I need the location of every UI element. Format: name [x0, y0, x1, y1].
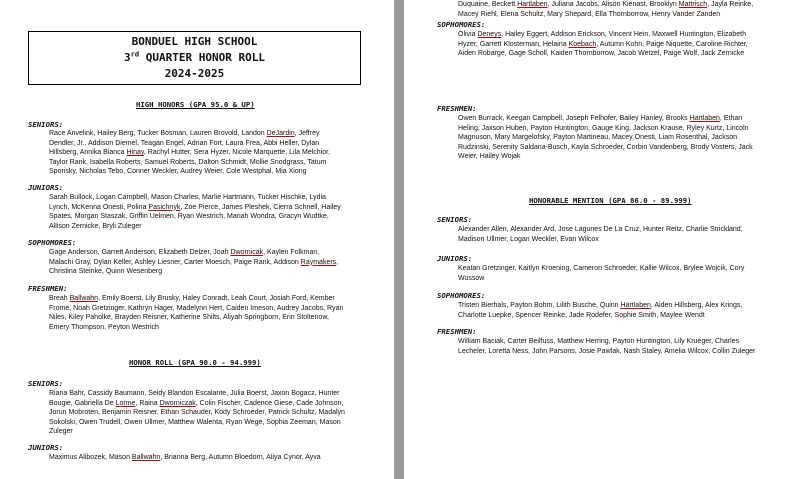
- school-year: 2024-2025: [164, 67, 225, 80]
- hm-freshmen-label: FRESHMEN:: [437, 327, 477, 336]
- name-line: Macey Riehl, Elena Schultz, Mary Shepard, Ella Thornborrow, Henry Vander Zanden: [458, 10, 721, 18]
- name-line: Charlotte Luepke, Spencer Reinke, Jade Rodefer, Sophie Smith, Maylee Wendt: [458, 311, 705, 319]
- name-line: Gage Anderson, Garrett Anderson, Elizabeth Delzer, Joah Dwornicak, Kaylen Folkman,: [49, 249, 320, 256]
- name-line: Jorun Mobroten, Benjamin Reisner, Ethan Schauder, Kody Schroeder, Patrick Schultz, Madalyn: [49, 409, 345, 416]
- name-line: Zuleger: [49, 428, 73, 435]
- name-line: William Baciak, Carter Beilfuss, Matthew Herring, Payton Huntington, Lily Krueger, Charles: [458, 338, 740, 345]
- hm-sophomores-names: [458, 301, 742, 320]
- name-line: Niles, Kiley Paholke, Brayden Reisner, Katherine Shilts, Aliyah Springborn, Erin Stoltenow,: [49, 314, 329, 321]
- name-line: Allison Zernicke, Bryli Zuleger: [49, 222, 142, 230]
- name-line: Madison Ullmer, Logan Weckler, Evan Wilcox: [458, 235, 599, 243]
- name-line: Duquaine, Beckett Hartlaben, Juliana Jacobs, Alison Kienast, Brooklyn Mattrisch, Jayla Reinke,: [458, 1, 754, 8]
- name-line: Dendler, Jr., Addison Diemel, Teagan Engel, Adrian Fort, Laura Frea, Abbi Heller, Dylan: [49, 139, 320, 147]
- name-line: Spates, Morgan Staszak, Griffin Uelmen, Ryan Westrich, Mariah Wondra, Gracyn Wudtke,: [49, 213, 329, 220]
- hh-sophomores-names: [49, 248, 338, 277]
- name-line: Magnuson, Mary Margelofsky, Payton Martineau, Macey Onesti, Liam Rosenthal, Jackson: [458, 134, 738, 141]
- hr-sophomores-names: [458, 30, 748, 59]
- title-box: [28, 31, 361, 85]
- hm-seniors-label: SENIORS:: [437, 215, 473, 224]
- name-line: Lecheler, Loretta Ness, John Parsons, Josie Pawlak, Nash Staley, Amelia Wilcox, Collin Zuleger: [458, 347, 756, 355]
- hr-sophomores-label: SOPHOMORES:: [437, 20, 486, 29]
- hm-juniors-label: JUNIORS:: [437, 254, 473, 263]
- name-line: Frome, Noah Gretzinger, Kathryn Hager, Madelynn Hert, Caiden Imeson, Audrey Jacobs, Ryan: [49, 304, 344, 312]
- name-line: Taylor Rank, Isabella Roberts, Samuel Roberts, Dalton Schmidt, Mollie Snodgrass, Tatum: [49, 158, 327, 166]
- name-line: Aiden Robarge, Gage Scholl, Kaiden Thornborrow, Jacob Wetzel, Paige Wolf, Jack Zernicke: [458, 50, 745, 57]
- school-name: BONDUEL HIGH SCHOOL: [131, 35, 258, 48]
- hh-seniors-label: SENIORS:: [28, 120, 64, 129]
- quarter-suffix: rd: [130, 50, 140, 59]
- name-line: Sporisky, Nicholas Tebo, Conner Weckler, Audrey Weier, Cole Westphal, Mia Xiong: [49, 168, 307, 175]
- name-line: Keatan Gretzinger, Kaitlyn Kroening, Cameron Schroeder, Kallie Wilcox, Brylee Wojcik, Cory: [458, 265, 745, 272]
- document-page-right: [404, 0, 800, 479]
- hr-freshmen-label: FRESHMEN:: [437, 104, 477, 113]
- quarter-number: 3: [124, 51, 131, 64]
- name-line: Hyzer, Garrett Klosterman, Helaina Koebach, Autumn Kohn, Paige Niquette, Caroline Richter,: [458, 40, 748, 48]
- name-line: Rudzinski, Serenity Saldana-Busch, Kayla Schroeder, Corbin Vandenberg, Brody Vosters, Jack: [458, 143, 753, 151]
- document-page-left: [0, 0, 394, 479]
- name-line: Wussow: [458, 274, 485, 282]
- name-line: Race Anvelink, Hailey Berg, Tucker Bosman, Lauren Brovold, Landon DeJardin, Jeffrey: [49, 130, 320, 137]
- high-honors-heading: HIGH HONORS (GPA 95.0 & UP): [136, 100, 255, 109]
- name-line: Malachi Gray, Dylan Keller, Ashley Liesner, Carter Moesch, Paige Rank, Addison Raymakers,: [49, 258, 339, 266]
- hr-seniors-label: SENIORS:: [28, 379, 64, 388]
- name-line: Breah Ballwahn, Emily Boerst, Lily Brusky, Haley Conradt, Leah Court, Josiah Ford, Kember: [49, 295, 335, 302]
- name-line: Olivia Deneys, Hailey Eggert, Addison Erickson, Vincent Hein, Maxwell Huntington, Elizabeth: [458, 31, 746, 38]
- hh-juniors-names: [49, 193, 341, 231]
- name-line: Sokolski, Owen Trudell, Owen Ullmer, Matthew Walenta, Ryan Wege, Sophia Zeeman, Mason: [49, 418, 341, 426]
- honorable-mention-heading: HONORABLE MENTION (GPA 86.0 - 89.999): [529, 196, 692, 205]
- name-line: Sarah Bullock, Logan Campbell, Mason Charles, Marlie Hartmann, Tucker Hischke, Lydia: [49, 194, 326, 201]
- name-line: Emery Thompson, Peyton Westrich: [49, 323, 159, 331]
- hh-juniors-label: JUNIORS:: [28, 183, 64, 192]
- hm-seniors-names: [458, 225, 743, 244]
- name-line: Owen Burrack, Keegan Campbell, Joseph Felhofer, Bailey Hanley, Brooks Hartlaben, Ethan: [458, 115, 743, 122]
- hh-freshmen-names: [49, 294, 343, 332]
- hm-freshmen-names: [458, 337, 755, 356]
- name-line: Christina Steinke, Quinn Wesenberg: [49, 268, 163, 275]
- roll-name: QUARTER HONOR ROLL: [139, 51, 265, 64]
- name-line: Maximus Alibozek, Mason Ballwahn, Brianna Berg, Autumn Bloedorn, Aliya Cynor, Ayva: [49, 454, 321, 461]
- name-line: Riana Bahr, Cassidy Baumann, Seidy Blandon Escalante, Julia Boerst, Jaxon Bogacz, Hunter: [49, 390, 340, 397]
- honor-roll-heading: HONOR ROLL (GPA 90.0 - 94.999): [129, 358, 261, 367]
- name-line: Bougie, Gabriella De Lorme, Raina Dworniczak, Colin Fischer, Cadence Giese, Cade Johnson,: [49, 399, 344, 407]
- hr-juniors-label: JUNIORS:: [28, 443, 64, 452]
- hm-juniors-names: [458, 264, 744, 283]
- name-line: Lynch, McKenna Onesti, Polina Pasichnyk, Zoe Pierce, James Pleshek, Cierra Schnell, Hailey: [49, 203, 341, 211]
- name-line: Tristen Bierhals, Payton Bohm, Lilith Busche, Quinn Hartlaben, Aiden Hillsberg, Alex Krings,: [458, 302, 743, 309]
- name-line: Hillsberg, Annika Bianca Hinay, Rachyl Hutter, Sera Hyzer, Nicole Marquette, Lila Melchior,: [49, 149, 331, 156]
- hh-sophomores-label: SOPHOMORES:: [28, 238, 77, 247]
- name-line: Weier, Hailey Wojak: [458, 153, 521, 160]
- hm-sophomores-label: SOPHOMORES:: [437, 291, 486, 300]
- name-line: Heling, Jaxson Huben, Payton Huntington, Gauge King, Jackson Krause, Ryley Kurtz, Lincoln: [458, 124, 749, 132]
- hr-freshmen-names: [458, 114, 753, 162]
- hh-seniors-names: [49, 129, 330, 177]
- quarter-title: [29, 50, 360, 66]
- hr-juniors-names: [49, 453, 321, 463]
- hr-seniors-names: [49, 389, 345, 437]
- hh-freshmen-label: FRESHMEN:: [28, 284, 68, 293]
- name-line: Alexander Allen, Alexander Ard, Jose Lagunes De La Cruz, Hunter Reitz, Charlie Strickland,: [458, 226, 743, 233]
- hr-juniors-continued-names: [458, 0, 753, 19]
